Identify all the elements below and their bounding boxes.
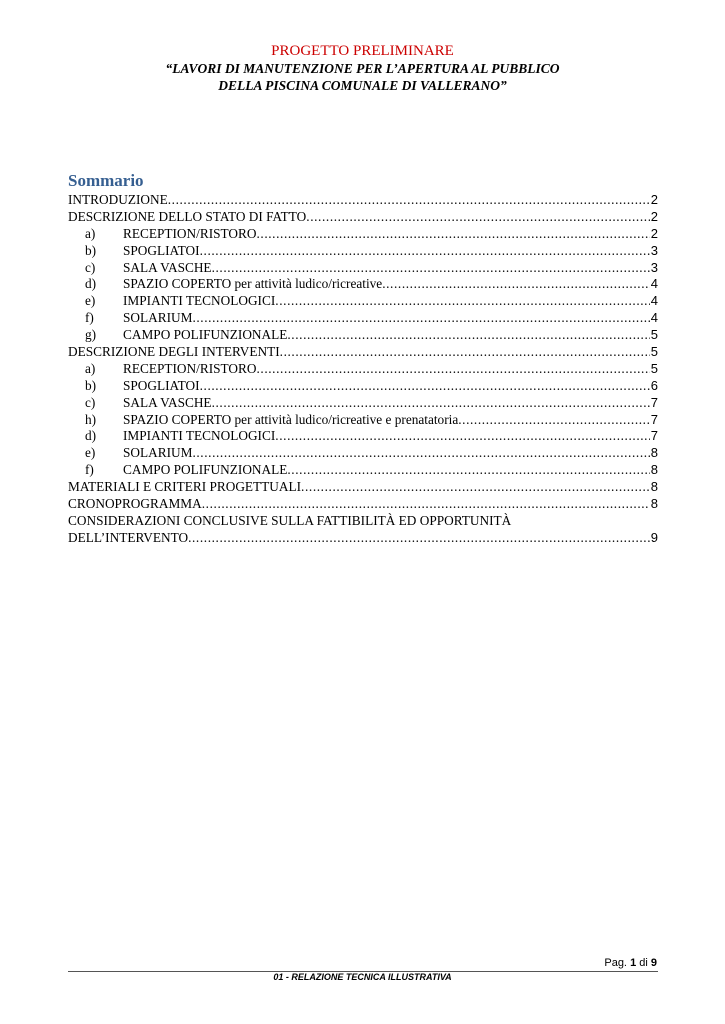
toc-entry-letter: f) (85, 462, 94, 478)
toc-entry[interactable] (68, 513, 658, 530)
toc-dot-leader (287, 462, 649, 479)
toc-entry-letter: h) (85, 411, 97, 427)
toc-entry[interactable] (68, 462, 658, 479)
toc-dot-leader (200, 243, 650, 260)
toc-entry-label: SALA VASCHE (123, 394, 212, 410)
toc-entry-letter: c) (85, 394, 96, 410)
toc-heading: Sommario (68, 171, 144, 190)
toc-entry-label: SPAZIO COPERTO per attività ludico/ricreative (123, 276, 383, 292)
toc-entry-page: 8 (650, 462, 658, 478)
toc-entry[interactable] (68, 310, 658, 327)
toc-dot-leader (256, 361, 649, 378)
toc-entry[interactable] (68, 530, 658, 547)
toc-dot-leader (382, 276, 650, 293)
toc-entry-page: 5 (650, 360, 658, 376)
toc-entry[interactable] (68, 327, 658, 344)
toc-entry-label: RECEPTION/RISTORO (123, 360, 257, 376)
toc-entry-page: 7 (650, 394, 658, 410)
toc-entry-page: 7 (650, 411, 658, 427)
toc-entry-label: IMPIANTI TECNOLOGICI (123, 293, 276, 309)
page-prefix: Pag. (604, 957, 627, 969)
toc-entry[interactable] (68, 192, 658, 209)
toc-entry-page: 8 (650, 445, 658, 461)
footer-document-name: 01 - RELAZIONE TECNICA ILLUSTRATIVA (273, 972, 452, 982)
toc-entry-page: 5 (650, 344, 658, 360)
toc-dot-leader (212, 395, 650, 412)
toc-entry-label: DESCRIZIONE DEGLI INTERVENTI (68, 344, 280, 360)
toc-entry[interactable] (68, 361, 658, 378)
toc-dot-leader (458, 412, 650, 429)
toc-dot-leader (287, 327, 649, 344)
toc-entry-letter: b) (85, 242, 97, 258)
toc-entry-label: IMPIANTI TECNOLOGICI (123, 428, 276, 444)
toc-dot-leader (275, 293, 649, 310)
toc-entry-label: SPAZIO COPERTO per attività ludico/ricreative e prenatatoria (123, 411, 459, 427)
toc-entry[interactable] (68, 344, 658, 361)
toc-entry[interactable] (68, 276, 658, 293)
toc-entry[interactable] (68, 395, 658, 412)
page-number (604, 957, 657, 969)
toc-entry[interactable] (68, 428, 658, 445)
toc-entry[interactable] (68, 243, 658, 260)
toc-entry-page: 6 (650, 377, 658, 393)
toc-dot-leader (256, 226, 649, 243)
toc-entry[interactable] (68, 479, 658, 496)
toc-entry-page: 3 (650, 259, 658, 275)
toc-entry[interactable] (68, 209, 658, 226)
toc-dot-leader (275, 428, 649, 445)
toc-entry-letter: b) (85, 377, 97, 393)
toc-entry-letter: d) (85, 428, 97, 444)
toc-entry-page: 7 (650, 428, 658, 444)
toc-dot-leader (280, 344, 650, 361)
toc-entry-page: 4 (650, 293, 658, 309)
toc-entry-page: 8 (650, 496, 658, 512)
toc-entry-label: SPOGLIATOI (123, 377, 200, 393)
page-separator: di (639, 957, 648, 969)
toc-dot-leader (306, 209, 649, 226)
toc-entry-label: SOLARIUM (123, 445, 193, 461)
toc-entry[interactable] (68, 378, 658, 395)
toc-entry-label: CAMPO POLIFUNZIONALE (123, 327, 288, 343)
toc-dot-leader (301, 479, 650, 496)
toc-entry-label: MATERIALI E CRITERI PROGETTUALI (68, 479, 302, 495)
toc-entry-letter: f) (85, 310, 94, 326)
toc-entry-label: CONSIDERAZIONI CONCLUSIVE SULLA FATTIBILITÀ ED OPPORTUNITÀ (68, 512, 512, 528)
project-title: PROGETTO PRELIMINARE (271, 43, 454, 59)
toc-entry-letter: d) (85, 276, 97, 292)
toc-dot-leader (168, 192, 650, 209)
toc-dot-leader (212, 260, 650, 277)
toc-entry-page: 2 (650, 225, 658, 241)
toc-entry[interactable] (68, 293, 658, 310)
toc-entry-page: 2 (650, 208, 658, 224)
toc-entry-page: 4 (650, 310, 658, 326)
toc-entry-letter: a) (85, 225, 96, 241)
toc-entry-letter: a) (85, 360, 96, 376)
toc-entry-page: 3 (650, 242, 658, 258)
page-current: 1 (630, 957, 637, 969)
toc-entry-page: 9 (650, 529, 658, 545)
toc-entry-label: INTRODUZIONE (68, 192, 168, 207)
toc-entry-letter: e) (85, 293, 96, 309)
toc-dot-leader (200, 378, 650, 395)
toc-dot-leader (192, 310, 649, 327)
table-of-contents (68, 192, 658, 547)
project-subtitle-line1: “LAVORI DI MANUTENZIONE PER L’APERTURA AL PUBBLICO (165, 61, 560, 76)
toc-entry-letter: g) (85, 327, 97, 343)
toc-dot-leader (202, 496, 650, 513)
toc-entry-page: 2 (650, 192, 658, 207)
toc-entry[interactable] (68, 412, 658, 429)
toc-dot-leader (192, 445, 649, 462)
toc-entry-label: SPOGLIATOI (123, 242, 200, 258)
toc-entry[interactable] (68, 226, 658, 243)
toc-entry-letter: c) (85, 259, 96, 275)
toc-entry-label: DELL’INTERVENTO (68, 529, 189, 545)
toc-entry[interactable] (68, 445, 658, 462)
toc-entry-page: 8 (650, 479, 658, 495)
toc-entry-label: DESCRIZIONE DELLO STATO DI FATTO (68, 208, 307, 224)
toc-entry-label: CRONOPROGRAMMA (68, 496, 202, 512)
page-total: 9 (650, 957, 657, 969)
toc-entry-letter: e) (85, 445, 96, 461)
toc-entry[interactable] (68, 260, 658, 277)
toc-entry-label: SOLARIUM (123, 310, 193, 326)
project-subtitle-line2: DELLA PISCINA COMUNALE DI VALLERANO” (218, 78, 507, 93)
toc-entry-label: RECEPTION/RISTORO (123, 225, 257, 241)
toc-entry-page: 4 (650, 276, 658, 292)
toc-entry-label: SALA VASCHE (123, 259, 212, 275)
toc-entry[interactable] (68, 496, 658, 513)
toc-entry-page: 5 (650, 327, 658, 343)
document-header (0, 42, 725, 94)
toc-entry-label: CAMPO POLIFUNZIONALE (123, 462, 288, 478)
toc-dot-leader (188, 530, 650, 547)
